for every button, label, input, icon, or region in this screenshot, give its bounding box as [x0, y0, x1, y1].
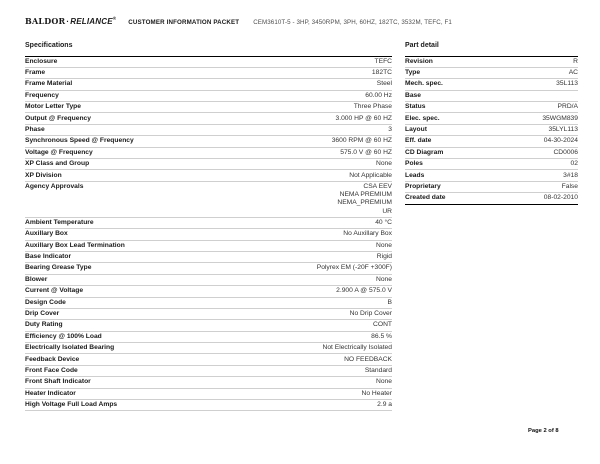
row-value-line: Not Applicable: [349, 171, 392, 179]
row-value: [95, 160, 392, 168]
row-value: [89, 287, 392, 295]
part-detail-table: [405, 56, 578, 205]
row-value-line: None: [376, 241, 392, 249]
table-row: [25, 275, 392, 286]
row-label: Frequency: [25, 91, 59, 99]
logo-separator: ·: [66, 17, 70, 26]
row-label: Layout: [405, 125, 427, 133]
table-row: [25, 354, 392, 365]
row-label: Status: [405, 103, 426, 111]
row-label: Base Indicator: [25, 253, 72, 261]
table-row: [405, 102, 578, 113]
product-description: CEM3610T-5 - 3HP, 3450RPM, 3PH, 60HZ, 182TC, 3532M, TEFC, F1: [253, 19, 452, 26]
row-label: Electrically Isolated Bearing: [25, 344, 115, 352]
row-value: [427, 92, 578, 100]
row-value-line: 60.00 Hz: [365, 91, 392, 99]
table-row: [25, 136, 392, 147]
row-label: Auxillary Box Lead Termination: [25, 241, 125, 249]
row-value: [452, 194, 578, 202]
row-value: [123, 401, 392, 409]
table-row: [25, 377, 392, 388]
row-label: Auxillary Box: [25, 230, 68, 238]
row-value: [431, 103, 578, 111]
row-value: [69, 321, 392, 329]
row-value: [87, 103, 392, 111]
row-label: Blower: [25, 275, 48, 283]
row-value-line: 575.0 V @ 60 HZ: [340, 148, 392, 156]
row-value: [51, 69, 392, 77]
table-row: [25, 400, 392, 411]
specifications-title: Specifications: [25, 42, 73, 49]
row-value: [429, 160, 578, 168]
part-detail-section: [405, 42, 578, 205]
row-value: [72, 299, 392, 307]
row-label: Drip Cover: [25, 310, 60, 318]
row-value: [82, 390, 392, 398]
row-value-line: CD0006: [553, 148, 578, 156]
row-value-line: Rigid: [376, 253, 392, 261]
table-row: [405, 57, 578, 68]
specifications-table: [25, 56, 392, 412]
row-value: [430, 172, 578, 180]
row-value-line: R: [573, 57, 578, 65]
row-label: Leads: [405, 171, 425, 179]
table-row: [25, 182, 392, 218]
row-value-line: 35L113: [556, 80, 578, 88]
brand-logo: [25, 16, 116, 26]
row-value: [99, 149, 392, 157]
page-number: Page 2 of 8: [528, 428, 559, 434]
row-value-line: UR: [382, 207, 392, 215]
row-value: [437, 137, 578, 145]
table-row: [25, 286, 392, 297]
row-value-line: 3600 RPM @ 60 HZ: [331, 137, 392, 145]
table-row: [25, 102, 392, 113]
row-value: [108, 333, 392, 341]
row-label: Poles: [405, 160, 423, 168]
row-label: High Voltage Full Load Amps: [25, 401, 118, 409]
row-value: [65, 310, 392, 318]
row-value-line: 3: [388, 125, 392, 133]
row-value: [433, 126, 578, 134]
row-value-line: 2.900 A @ 575.0 V: [336, 287, 392, 295]
row-value: [97, 378, 392, 386]
row-value: [446, 115, 578, 123]
row-label: Duty Rating: [25, 321, 63, 329]
row-value-line: 35WGM839: [542, 114, 578, 122]
table-row: [405, 148, 578, 159]
row-value-line: CONT: [373, 321, 392, 329]
row-value-line: 3#18: [563, 171, 578, 179]
specifications-section: [25, 42, 392, 411]
logo-reliance-text: RELIANCE: [70, 17, 113, 26]
row-label: Output @ Frequency: [25, 114, 91, 122]
row-value-line: 04-30-2024: [543, 137, 578, 145]
table-row: [405, 125, 578, 136]
table-row: [405, 79, 578, 90]
table-row: [25, 389, 392, 400]
row-label: Frame: [25, 68, 46, 76]
row-value-line: Polyrex EM (-20F +300F): [316, 264, 392, 272]
row-value-line: Steel: [376, 80, 392, 88]
row-label: XP Division: [25, 171, 62, 179]
row-value-line: AC: [568, 68, 578, 76]
row-label: XP Class and Group: [25, 160, 90, 168]
row-value-line: Three Phase: [353, 103, 392, 111]
row-value-line: 3.000 HP @ 60 HZ: [335, 114, 392, 122]
row-value-line: 40 °C: [375, 218, 392, 226]
part-detail-title: Part detail: [405, 42, 439, 49]
row-label: Feedback Device: [25, 355, 80, 363]
row-label: Elec. spec.: [405, 114, 440, 122]
header: [25, 16, 578, 26]
table-row: [405, 113, 578, 124]
table-row: [25, 170, 392, 181]
row-label: CD Diagram: [405, 148, 444, 156]
row-label: Heater Indicator: [25, 389, 76, 397]
row-value-line: B: [387, 298, 392, 306]
row-label: Current @ Voltage: [25, 287, 84, 295]
table-row: [25, 263, 392, 274]
row-value-line: None: [376, 275, 392, 283]
row-value: [449, 149, 578, 157]
table-row: [25, 68, 392, 79]
row-value: [63, 58, 392, 66]
table-row: [25, 320, 392, 331]
row-value-line: 35LYL113: [548, 125, 578, 133]
row-value-line: PRD/A: [557, 103, 578, 111]
row-label: Motor Letter Type: [25, 103, 81, 111]
row-label: Bearing Grease Type: [25, 264, 92, 272]
row-value-line: 02: [570, 160, 578, 168]
row-label: Mech. spec.: [405, 80, 443, 88]
row-value: [100, 219, 392, 227]
row-label: Enclosure: [25, 57, 58, 65]
row-value-line: [427, 92, 578, 100]
table-row: [25, 57, 392, 68]
document-title: CUSTOMER INFORMATION PACKET: [128, 19, 240, 26]
row-value: [53, 276, 392, 284]
row-value: [89, 183, 392, 216]
row-label: Proprietary: [405, 182, 441, 190]
page-footer: [528, 428, 559, 434]
table-row: [25, 148, 392, 159]
table-row: [25, 113, 392, 124]
row-label: Created date: [405, 194, 446, 202]
row-value: [68, 172, 392, 180]
table-row: [25, 298, 392, 309]
table-row: [25, 241, 392, 252]
row-value-line: NEMA PREMIUM: [339, 191, 392, 199]
row-value-line: 2.9 a: [377, 401, 392, 409]
table-row: [25, 366, 392, 377]
table-row: [25, 229, 392, 240]
row-value: [449, 80, 578, 88]
row-value: [85, 356, 392, 364]
row-value-line: NO FEEDBACK: [344, 355, 392, 363]
table-row: [25, 125, 392, 136]
row-label: Base: [405, 91, 421, 99]
row-value-line: No Auxillary Box: [343, 230, 392, 238]
row-value: [78, 80, 392, 88]
row-value: [77, 253, 392, 261]
row-label: Phase: [25, 125, 45, 133]
row-label: Ambient Temperature: [25, 218, 94, 226]
table-row: [25, 309, 392, 320]
row-value: [439, 58, 578, 66]
row-value-line: No Drip Cover: [349, 310, 392, 318]
row-label: Revision: [405, 57, 433, 65]
table-row: [25, 159, 392, 170]
row-value-line: No Heater: [361, 389, 392, 397]
table-row: [25, 218, 392, 229]
row-label: Agency Approvals: [25, 182, 84, 190]
row-label: Frame Material: [25, 80, 73, 88]
row-label: Eff. date: [405, 137, 432, 145]
row-label: Design Code: [25, 298, 66, 306]
row-value-line: TEFC: [374, 57, 392, 65]
row-value-line: 08-02-2010: [543, 194, 578, 202]
row-value-line: 86.5 %: [371, 332, 392, 340]
row-label: Front Shaft Indicator: [25, 378, 91, 386]
logo-baldor-text: BALDOR: [25, 16, 66, 26]
table-row: [405, 193, 578, 204]
row-value: [140, 137, 392, 145]
row-value-line: Not Electrically Isolated: [322, 344, 392, 352]
table-row: [25, 343, 392, 354]
table-row: [405, 159, 578, 170]
row-label: Front Face Code: [25, 366, 78, 374]
row-value: [84, 367, 392, 375]
row-value: [51, 126, 392, 134]
table-row: [25, 252, 392, 263]
row-value: [97, 115, 392, 123]
row-value: [131, 242, 392, 250]
row-value-line: Standard: [364, 366, 392, 374]
registered-trademark-icon: ®: [112, 16, 117, 21]
row-value-line: 182TC: [371, 68, 392, 76]
table-row: [405, 170, 578, 181]
row-value: [65, 92, 392, 100]
table-row: [405, 182, 578, 193]
row-label: Type: [405, 68, 421, 76]
table-row: [25, 91, 392, 102]
row-value-line: None: [376, 160, 392, 168]
row-value: [426, 69, 578, 77]
row-value: [120, 344, 392, 352]
row-value: [74, 230, 392, 238]
row-value-line: NEMA_PREMIUM: [337, 199, 392, 207]
row-value: [447, 183, 578, 191]
table-row: [25, 332, 392, 343]
table-row: [25, 79, 392, 90]
row-value: [97, 264, 392, 272]
table-row: [405, 91, 578, 102]
row-label: Synchronous Speed @ Frequency: [25, 137, 134, 145]
table-row: [405, 68, 578, 79]
table-row: [405, 136, 578, 147]
row-value-line: False: [561, 182, 578, 190]
row-label: Voltage @ Frequency: [25, 148, 93, 156]
row-value-line: None: [376, 378, 392, 386]
row-value-line: CSA EEV: [363, 182, 392, 190]
row-label: Efficiency @ 100% Load: [25, 332, 102, 340]
